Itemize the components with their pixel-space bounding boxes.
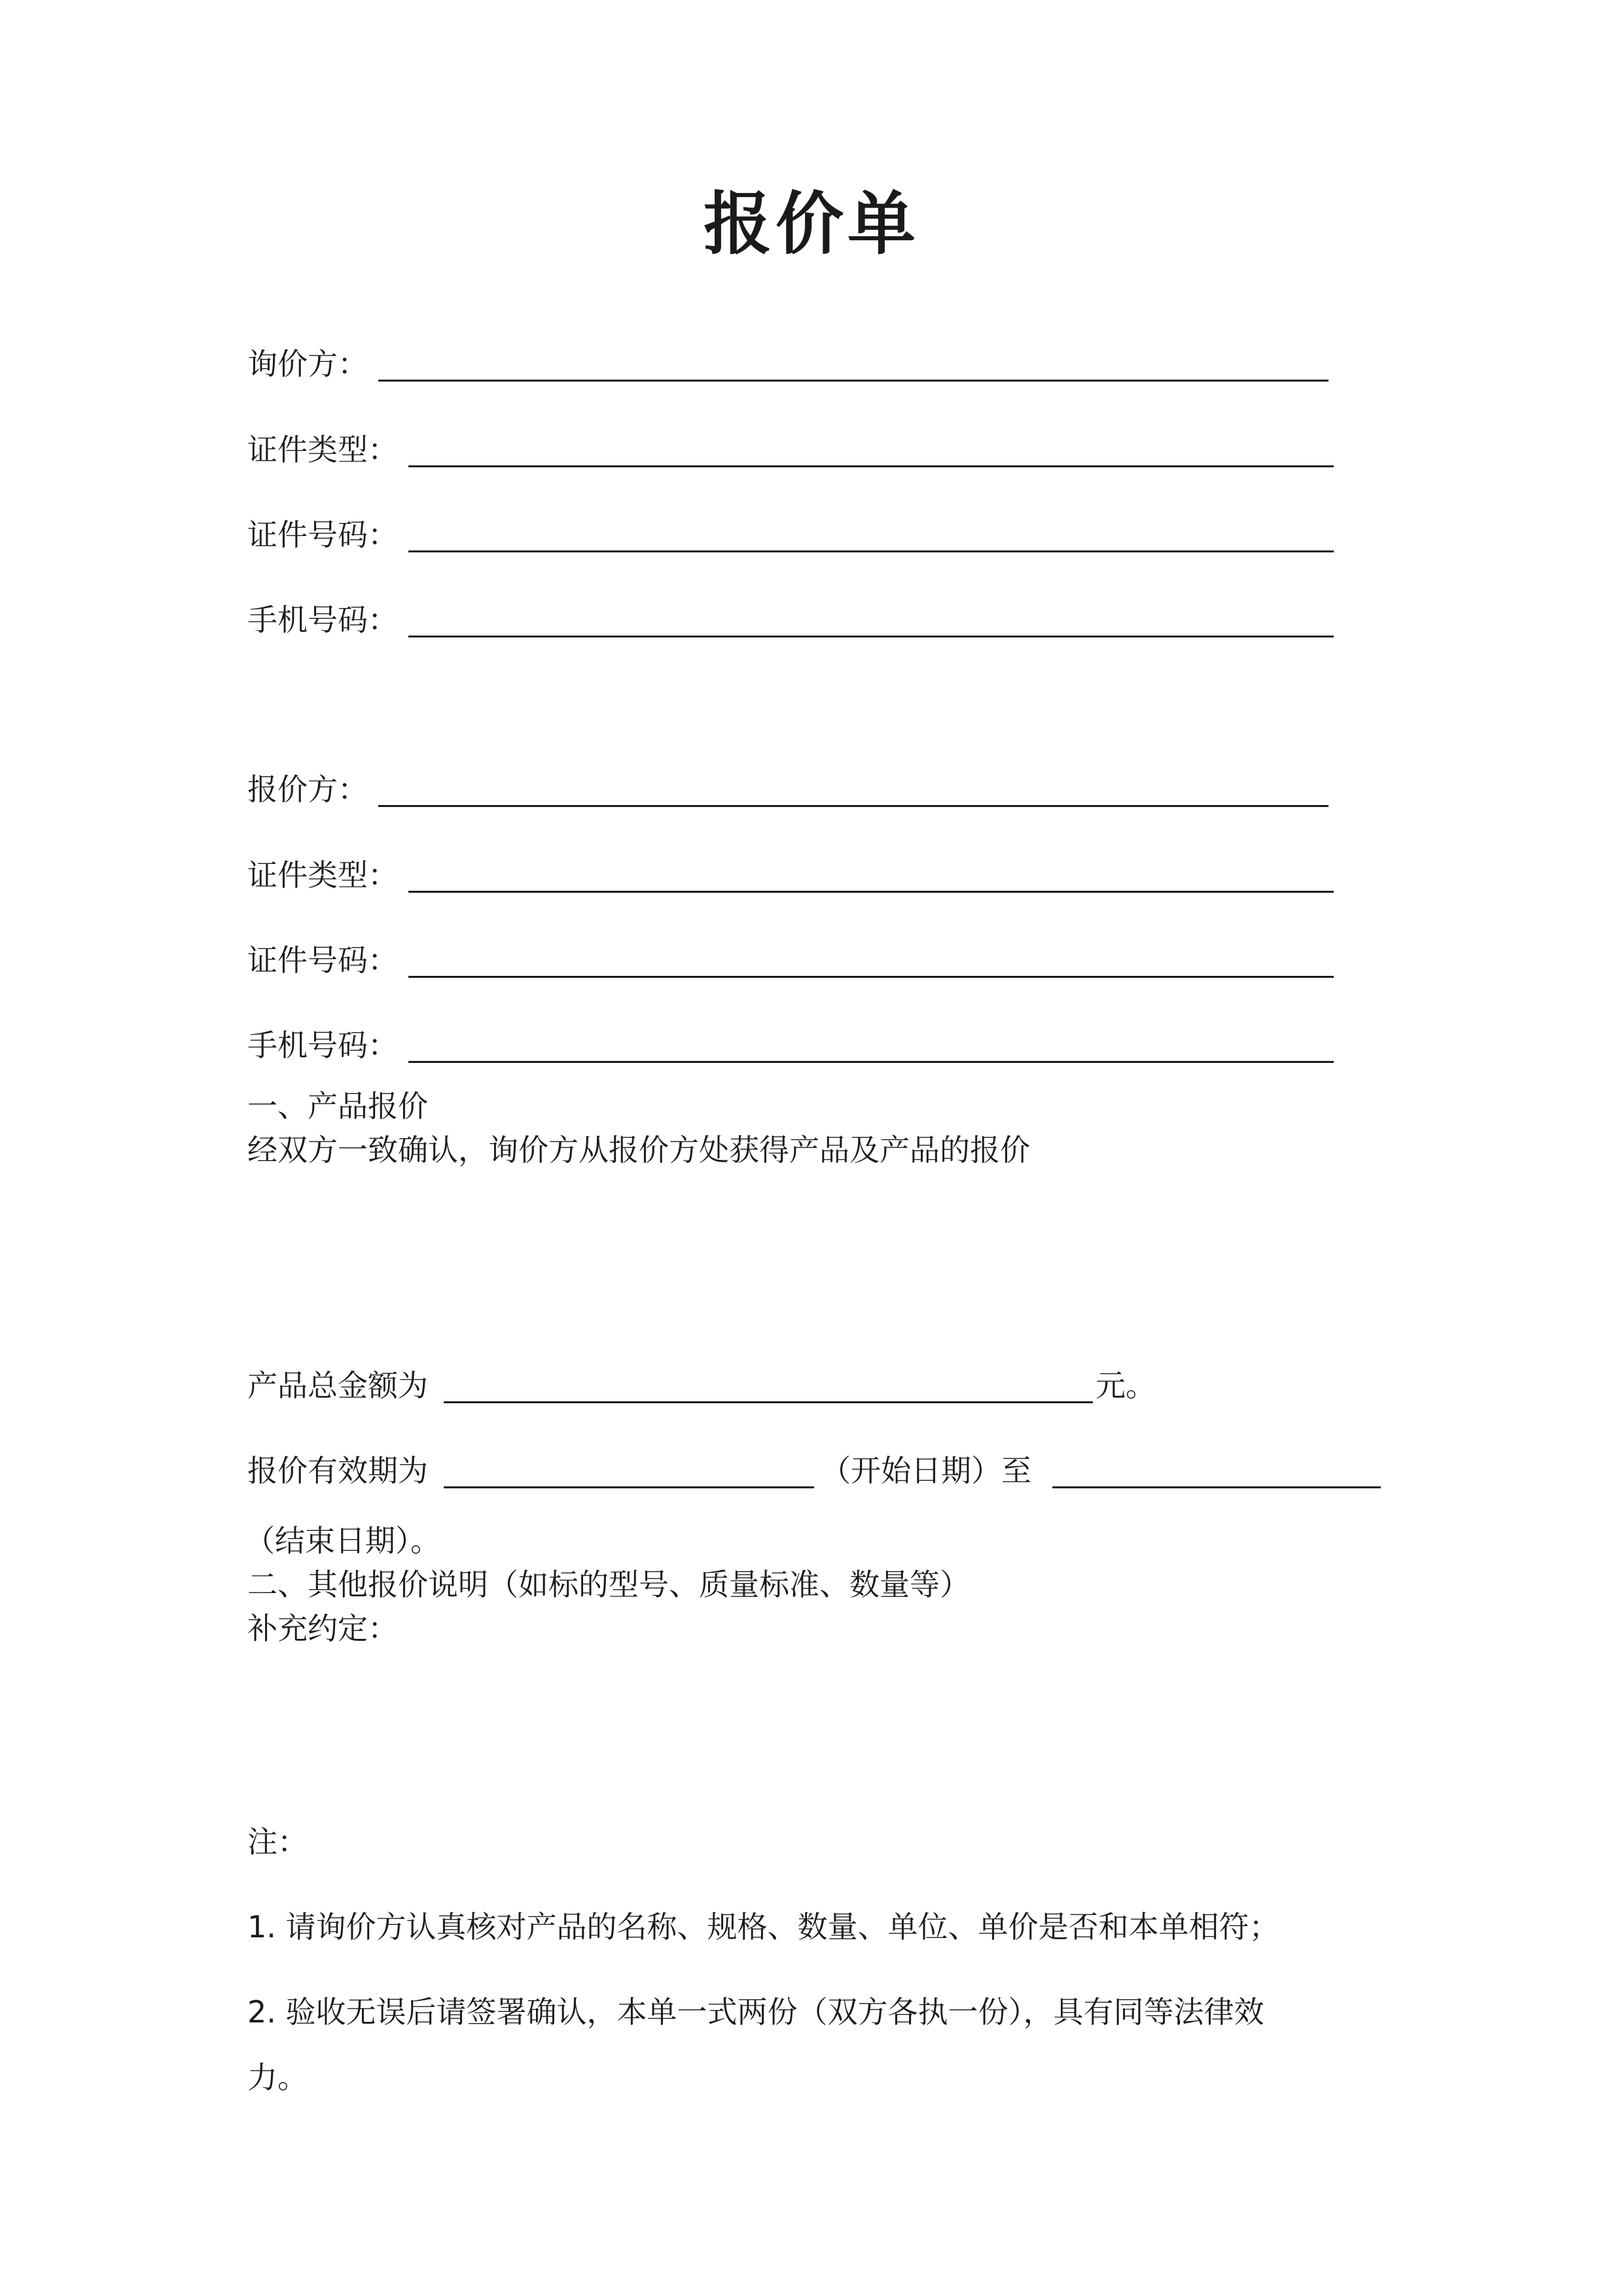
quoter-field[interactable] [378, 805, 1329, 807]
quoter-id-number-field[interactable] [408, 976, 1334, 978]
note-item-2-continued: 力。 [247, 2060, 308, 2095]
section1-heading: 一、产品报价 [247, 1088, 428, 1124]
document-title: 报价单 [703, 183, 919, 264]
supplement-label: 补充约定： [247, 1611, 398, 1646]
total-amount-field[interactable] [444, 1401, 1093, 1403]
quoter-phone-field[interactable] [408, 1061, 1334, 1063]
validity-end-label: （结束日期）。 [245, 1523, 440, 1558]
inquirer-id-type-label: 证件类型： [247, 432, 398, 467]
section1-intro: 经双方一致确认，询价方从报价方处获得产品及产品的报价 [247, 1132, 1030, 1168]
inquirer-phone-field[interactable] [408, 636, 1334, 637]
inquirer-phone-label: 手机号码： [247, 602, 398, 637]
quoter-id-type-field[interactable] [408, 891, 1334, 893]
validity-start-field[interactable] [444, 1486, 814, 1488]
inquirer-id-type-field[interactable] [408, 465, 1334, 467]
total-amount-prefix: 产品总金额为 [247, 1368, 428, 1403]
inquirer-label: 询价方： [247, 346, 368, 382]
validity-end-field[interactable] [1052, 1486, 1381, 1488]
validity-start-label: （开始日期）至 [821, 1453, 1031, 1488]
note-item-2: 2. 验收无误后请签署确认，本单一式两份（双方各执一份），具有同等法律效 [247, 1994, 1264, 2030]
quoter-id-type-label: 证件类型： [247, 857, 398, 893]
validity-prefix: 报价有效期为 [247, 1453, 428, 1488]
note-item-1: 1. 请询价方认真核对产品的名称、规格、数量、单位、单价是否和本单相符； [247, 1909, 1279, 1945]
section2-heading: 二、其他报价说明（如标的型号、质量标准、数量等） [247, 1567, 970, 1602]
quoter-id-number-label: 证件号码： [247, 942, 398, 978]
total-amount-suffix: 元。 [1096, 1368, 1156, 1403]
notes-label: 注： [247, 1824, 308, 1859]
inquirer-id-number-label: 证件号码： [247, 517, 398, 552]
inquirer-id-number-field[interactable] [408, 550, 1334, 552]
inquirer-field[interactable] [378, 380, 1329, 382]
quoter-phone-label: 手机号码： [247, 1028, 398, 1063]
quoter-label: 报价方： [247, 772, 368, 807]
